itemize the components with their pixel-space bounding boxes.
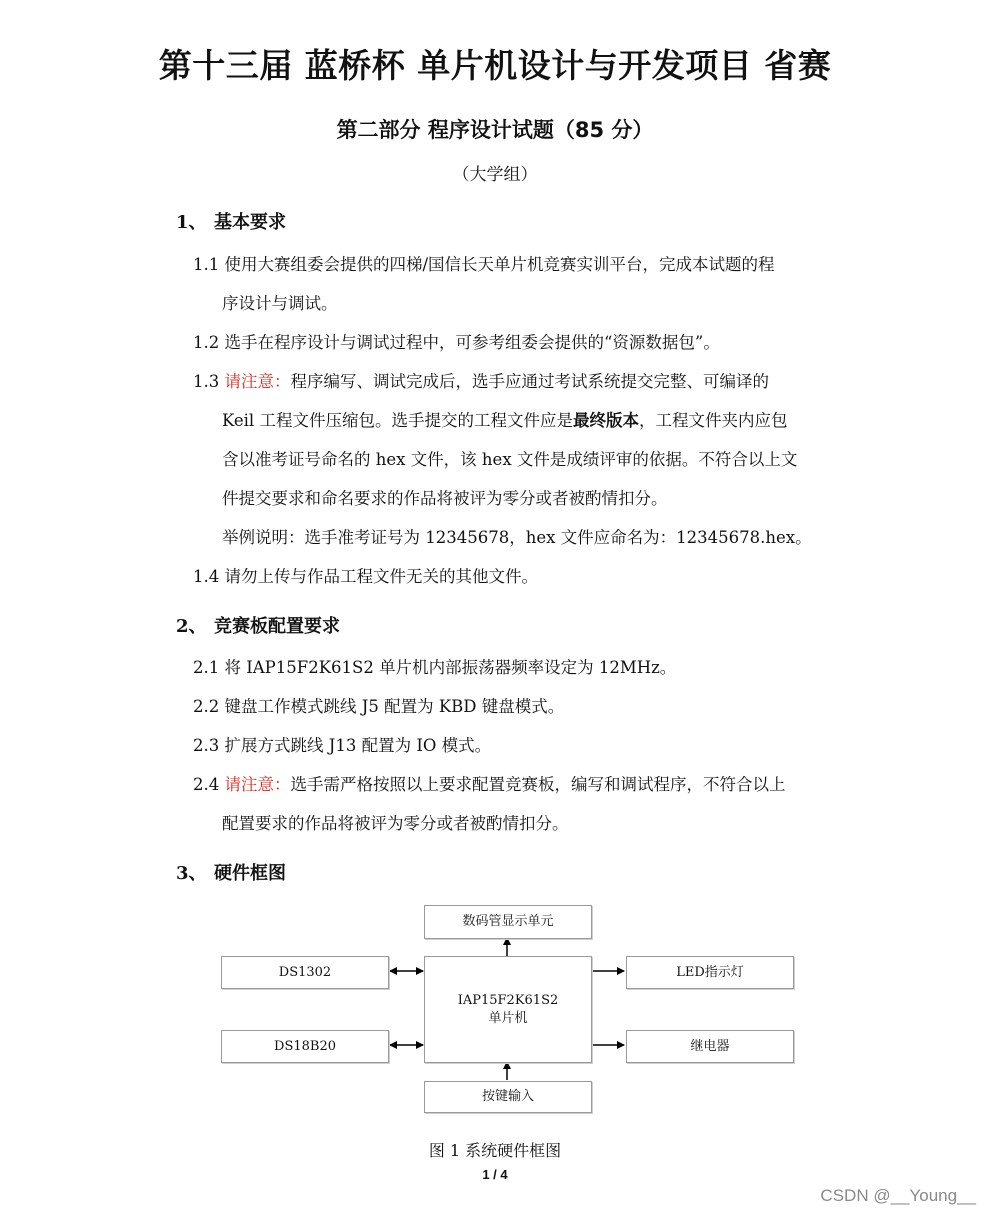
item-2-1: 2.1 将 IAP15F2K61S2 单片机内部振荡器频率设定为 12MHz。 xyxy=(193,658,677,677)
mcu-box xyxy=(424,956,592,1063)
final-version-emphasis: 最终版本 xyxy=(572,411,639,430)
figure-caption: 图 1 系统硬件框图 xyxy=(428,1141,562,1160)
page-number: 1 / 4 xyxy=(482,1167,508,1182)
section-title: 硬件框图 xyxy=(214,863,286,884)
group-label: （大学组） xyxy=(452,165,538,185)
document-title: 第十三届 蓝桥杯 单片机设计与开发项目 省赛 xyxy=(158,46,832,85)
item-1-3-line-3: 含以准考证号命名的 hex 文件，该 hex 文件是成绩评审的依据。不符合以上文 xyxy=(222,450,798,469)
attention-note: 请注意： xyxy=(224,775,291,794)
relay-box: 继电器 xyxy=(626,1030,794,1063)
section-number: 1、 xyxy=(176,212,207,233)
document-subtitle: 第二部分 程序设计试题（85 分） xyxy=(336,118,654,142)
section-title: 竞赛板配置要求 xyxy=(214,616,340,637)
item-1-3-line-4: 件提交要求和命名要求的作品将被评为零分或者被酌情扣分。 xyxy=(222,489,668,508)
section-number: 3、 xyxy=(176,863,207,884)
item-1-3-example: 举例说明：选手准考证号为 12345678，hex 文件应命名为：12345678.hex。 xyxy=(222,528,812,547)
item-2-2: 2.2 键盘工作模式跳线 J5 配置为 KBD 键盘模式。 xyxy=(193,697,565,716)
item-number: 2.4 xyxy=(193,775,225,794)
item-1-1-line-1: 1.1 使用大赛组委会提供的四梯/国信长天单片机竞赛实训平台，完成本试题的程 xyxy=(193,255,775,274)
section-number: 2、 xyxy=(176,616,207,637)
section-title: 基本要求 xyxy=(214,212,286,233)
item-2-4-line-2: 配置要求的作品将被评为零分或者被酌情扣分。 xyxy=(222,814,569,833)
item-text: 选手需严格按照以上要求配置竞赛板，编写和调试程序，不符合以上 xyxy=(290,775,786,794)
item-1-1-line-2: 序设计与调试。 xyxy=(222,294,338,313)
item-2-3: 2.3 扩展方式跳线 J13 配置为 IO 模式。 xyxy=(193,736,492,755)
arrowhead-ds18b20-left xyxy=(389,1041,397,1049)
mcu-model: IAP15F2K61S2 xyxy=(457,992,559,1008)
key-input-box: 按键输入 xyxy=(424,1081,592,1113)
item-text: ，工程文件夹内应包 xyxy=(638,411,788,430)
display-unit-box: 数码管显示单元 xyxy=(424,905,592,939)
item-text: 程序编写、调试完成后，选手应通过考试系统提交完整、可编译的 xyxy=(290,372,769,391)
ds1302-box: DS1302 xyxy=(221,956,389,989)
attention-note: 请注意： xyxy=(224,372,291,391)
item-1-2: 1.2 选手在程序设计与调试过程中，可参考组委会提供的“资源数据包”。 xyxy=(193,333,720,352)
arrowhead-ds1302-left xyxy=(389,967,397,975)
led-box: LED指示灯 xyxy=(626,956,794,989)
item-1-4: 1.4 请勿上传与作品工程文件无关的其他文件。 xyxy=(193,567,538,586)
ds18b20-box: DS18B20 xyxy=(221,1030,389,1063)
item-text: Keil 工程文件压缩包。选手提交的工程文件应是 xyxy=(222,411,573,430)
item-number: 1.3 xyxy=(193,372,225,391)
csdn-watermark: CSDN @__Young__ xyxy=(820,1186,976,1205)
mcu-label: 单片机 xyxy=(488,1010,528,1026)
